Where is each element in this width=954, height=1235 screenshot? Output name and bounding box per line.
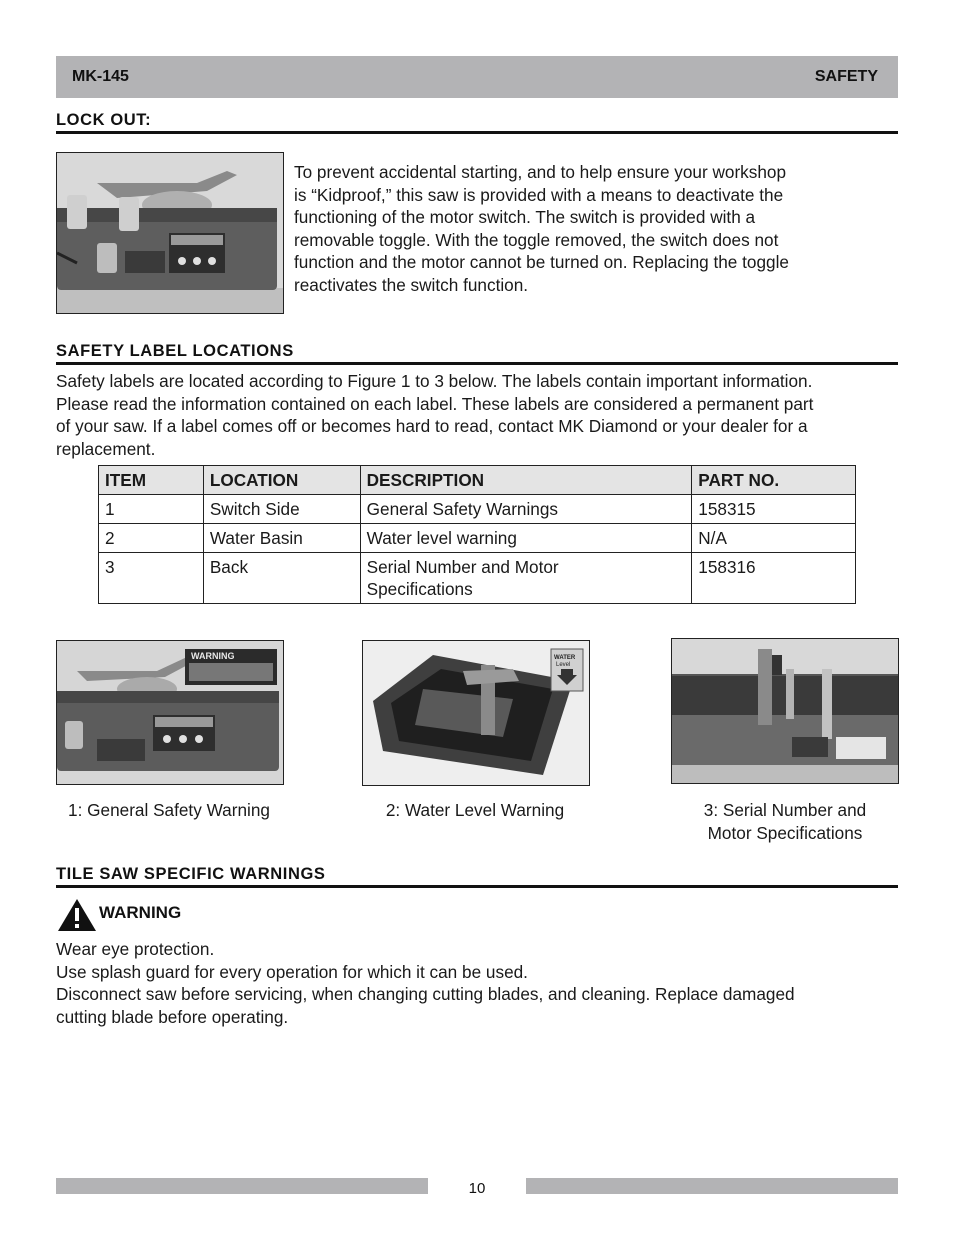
tile-saw-warnings-text <box>56 938 898 1028</box>
warning-triangle-icon <box>57 898 97 932</box>
label-locations-line: Safety labels are located according to Figure 1 to 3 below. The labels contain important information. <box>56 371 813 391</box>
column-header-location: LOCATION <box>203 466 360 495</box>
cell-part-no: 158315 <box>692 495 856 524</box>
label-locations-table <box>98 465 856 604</box>
warning-line: Wear eye protection. <box>56 939 215 959</box>
figure-2-caption: 2: Water Level Warning <box>385 800 565 820</box>
lockout-text <box>294 161 894 296</box>
column-header-part-no: PART NO. <box>692 466 856 495</box>
footer-bar-right <box>526 1178 898 1194</box>
label-locations-text <box>56 370 898 460</box>
cell-description: Serial Number and Motor Specifications <box>360 553 692 604</box>
cell-description: General Safety Warnings <box>360 495 692 524</box>
column-header-description: DESCRIPTION <box>360 466 692 495</box>
lockout-line: removable toggle. With the toggle removed, the switch does not <box>294 229 779 250</box>
figure-3-caption: 3: Serial Number and Motor Specifications <box>703 800 867 843</box>
figure-1-caption: 1: General Safety Warning <box>68 800 270 820</box>
lockout-line: To prevent accidental starting, and to help ensure your workshop <box>294 162 787 182</box>
lockout-saw-photo <box>56 152 284 314</box>
cell-part-no: 158316 <box>692 553 856 604</box>
table-row <box>99 495 856 524</box>
figure-1-photo <box>56 640 284 785</box>
lockout-line: reactivates the switch function. <box>294 274 529 295</box>
figure-2-photo <box>362 640 590 786</box>
label-locations-line: Please read the information contained on each label. These labels are considered a permanent part <box>56 393 814 414</box>
warning-line: Disconnect saw before servicing, when changing cutting blades, and cleaning. Replace damaged <box>56 984 795 1004</box>
warning-word: WARNING <box>99 903 182 922</box>
column-header-item: ITEM <box>99 466 204 495</box>
cell-location: Switch Side <box>203 495 360 524</box>
table-header-row <box>99 466 856 495</box>
figure-1-label-word: WARNING <box>191 651 235 661</box>
cell-item: 2 <box>99 524 204 553</box>
label-locations-line: of your saw. If a label comes off or becomes hard to read, contact MK Diamond or your dealer for a <box>56 416 808 436</box>
tile-saw-warnings-title: TILE SAW SPECIFIC WARNINGS <box>56 865 898 888</box>
footer-bar-left <box>56 1178 428 1194</box>
cell-location: Back <box>203 553 360 604</box>
lockout-line: is “Kidproof,” this saw is provided with a means to deactivate the <box>294 184 784 205</box>
cell-item: 1 <box>99 495 204 524</box>
lockout-line: function and the motor cannot be turned on. Replacing the toggle <box>294 252 789 272</box>
figure-3-photo <box>671 638 899 784</box>
model-number: MK-145 <box>72 68 129 85</box>
warning-line: Use splash guard for every operation for which it can be used. <box>56 961 528 982</box>
lockout-line: functioning of the motor switch. The switch is provided with a <box>294 207 756 227</box>
header-bar <box>56 56 898 98</box>
cell-item: 3 <box>99 553 204 604</box>
figure-2-label-level: Level <box>556 662 571 668</box>
cell-location: Water Basin <box>203 524 360 553</box>
table-row <box>99 553 856 604</box>
page-number: 10 <box>468 1180 486 1197</box>
lockout-title: LOCK OUT: <box>56 111 898 134</box>
warning-line: cutting blade before operating. <box>56 1006 289 1027</box>
section-name: SAFETY <box>814 68 878 85</box>
table-row <box>99 524 856 553</box>
label-locations-title: SAFETY LABEL LOCATIONS <box>56 342 898 365</box>
cell-description: Water level warning <box>360 524 692 553</box>
figure-2-label-water: WATER <box>554 655 576 661</box>
label-locations-line: replacement. <box>56 438 156 459</box>
cell-part-no: N/A <box>692 524 856 553</box>
